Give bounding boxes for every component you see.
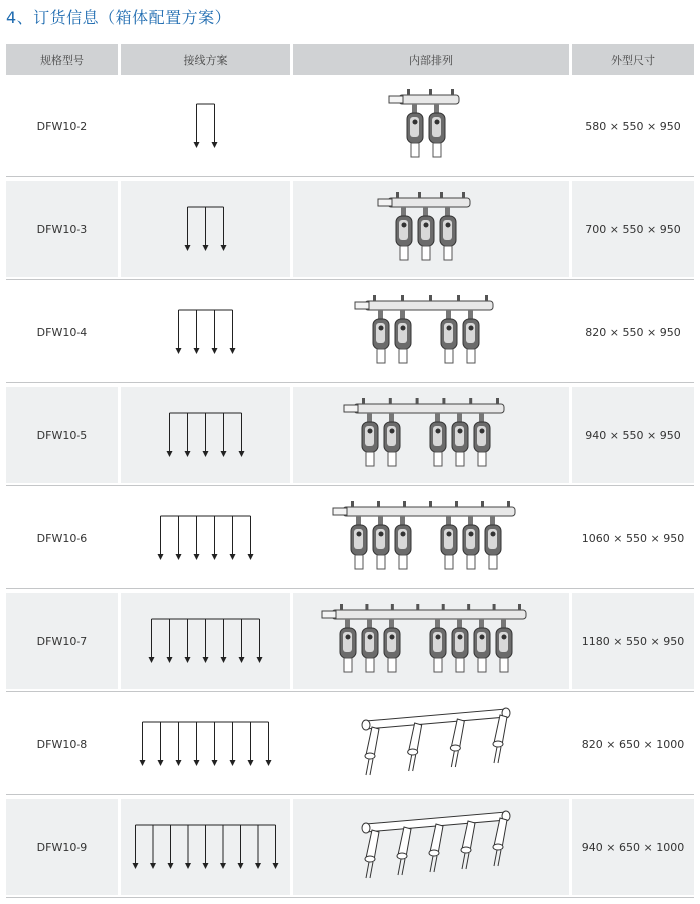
bus-bar [378,192,470,207]
cable-connector-unit [397,827,411,875]
wiring-outlet-arrow [239,413,245,457]
header-model: 规格型号 [6,44,118,75]
bus-bar [355,295,493,310]
cable-connector-unit [408,723,422,771]
row-divider [6,279,694,280]
table-row [6,696,694,792]
row-divider [6,176,694,177]
wiring-cell [121,593,290,689]
wiring-diagram [123,302,288,362]
wiring-outlet-arrow [176,722,182,766]
wiring-outlet-arrow [212,516,218,560]
wiring-outlet-arrow [221,207,227,251]
wiring-outlet-arrow [185,825,191,869]
dimensions-cell: 580 × 550 × 950 [585,119,681,133]
table-row [6,799,694,895]
wiring-diagram [123,199,288,259]
cable-connector-unit [441,310,457,363]
cable-connector-unit [452,413,468,466]
wiring-cell [121,696,290,792]
model-cell: DFW10-4 [36,325,88,339]
dimensions-cell: 700 × 550 × 950 [572,181,694,277]
wiring-outlet-arrow [176,310,182,354]
internal-layout-drawing [296,493,566,583]
model-cell: DFW10-7 [6,593,118,689]
wiring-outlet-arrow [220,825,226,869]
cable-connector-unit [429,104,445,157]
wiring-outlet-arrow [194,722,200,766]
wiring-outlet-arrow [230,516,236,560]
wiring-outlet-arrow [239,619,245,663]
wiring-outlet-arrow [203,619,209,663]
cable-connector-unit [441,516,457,569]
bus-bar [322,604,526,619]
wiring-outlet-arrow [140,722,146,766]
wiring-outlet-arrow [212,722,218,766]
wiring-outlet-arrow [149,619,155,663]
layout-cell [293,181,569,277]
wiring-outlet-arrow [185,207,191,251]
dimensions-cell: 940 × 550 × 950 [572,387,694,483]
wiring-outlet-arrow [194,516,200,560]
internal-layout-drawing [296,802,566,892]
cable-connector-unit [474,413,490,466]
internal-layout-drawing [296,390,566,480]
wiring-outlet-arrow [133,825,139,869]
table-row [6,490,694,586]
dimensions-cell: 820 × 550 × 950 [585,325,681,339]
dimensions-cell: 940 × 650 × 1000 [572,799,694,895]
header-layout: 内部排列 [293,44,569,75]
wiring-outlet-arrow [158,516,164,560]
cable-connector-unit [373,516,389,569]
cable-connector-unit [430,619,446,672]
section-title: 4、订货信息（箱体配置方案） [6,8,232,27]
wiring-outlet-arrow [203,207,209,251]
model-cell: DFW10-5 [6,387,118,483]
cable-connector-unit [429,824,443,872]
wiring-diagram [123,96,288,156]
order-info-table [6,44,694,854]
wiring-outlet-arrow [185,619,191,663]
wiring-outlet-arrow [248,516,254,560]
wiring-outlet-arrow [266,722,272,766]
wiring-outlet-arrow [230,722,236,766]
bus-bar [333,501,515,516]
row-divider [6,794,694,795]
cable-connector-unit [496,619,512,672]
cable-connector-unit [373,310,389,363]
wiring-outlet-arrow [230,310,236,354]
wiring-diagram [123,611,288,671]
table-header [6,44,694,75]
row-divider [6,485,694,486]
wiring-outlet-arrow [203,825,209,869]
cable-connector-unit [395,516,411,569]
table-row [6,78,694,174]
internal-layout-drawing [296,699,566,789]
cable-connector-unit [340,619,356,672]
model-cell: DFW10-6 [36,531,88,545]
dimensions-cell: 1060 × 550 × 950 [581,531,685,545]
internal-layout-drawing [296,184,566,274]
cable-connector-unit [463,310,479,363]
cable-connector-unit [384,619,400,672]
internal-layout-drawing [296,287,566,377]
wiring-outlet-arrow [167,413,173,457]
cable-connector-unit [485,516,501,569]
wiring-outlet-arrow [212,310,218,354]
dimensions-cell: 820 × 650 × 1000 [581,737,685,751]
bus-bar [344,398,504,413]
cable-connector-unit [474,619,490,672]
cable-connector-unit [365,830,379,878]
cable-connector-unit [362,619,378,672]
wiring-diagram [123,508,288,568]
wiring-outlet-arrow [194,310,200,354]
layout-cell [293,387,569,483]
cable-connector-unit [362,413,378,466]
table-row [6,284,694,380]
wiring-outlet-arrow [221,619,227,663]
wiring-cell [121,490,290,586]
header-wiring: 接线方案 [121,44,290,75]
wiring-outlet-arrow [255,825,261,869]
wiring-outlet-arrow [194,104,200,148]
cable-connector-unit [351,516,367,569]
row-divider [6,897,694,898]
cable-connector-unit [493,715,507,763]
wiring-outlet-arrow [168,825,174,869]
wiring-outlet-arrow [185,413,191,457]
dimensions-cell: 1180 × 550 × 950 [572,593,694,689]
cable-connector-unit [461,821,475,869]
table-row [6,593,694,689]
cable-connector-unit [452,619,468,672]
cable-connector-unit [396,207,412,260]
wiring-cell [121,181,290,277]
wiring-outlet-arrow [167,619,173,663]
bus-bar [362,708,510,730]
model-cell: DFW10-8 [36,737,88,751]
layout-cell [293,78,569,174]
wiring-outlet-arrow [176,516,182,560]
wiring-outlet-arrow [150,825,156,869]
wiring-outlet-arrow [257,619,263,663]
cable-connector-unit [463,516,479,569]
layout-cell [293,284,569,380]
layout-cell [293,490,569,586]
cable-connector-unit [430,413,446,466]
header-dimensions: 外型尺寸 [572,44,694,75]
model-cell: DFW10-2 [36,119,88,133]
cable-connector-unit [440,207,456,260]
layout-cell [293,799,569,895]
wiring-outlet-arrow [203,413,209,457]
layout-cell [293,696,569,792]
cable-connector-unit [493,818,507,866]
wiring-outlet-arrow [248,722,254,766]
wiring-cell [121,387,290,483]
layout-cell [293,593,569,689]
cable-connector-unit [450,719,464,767]
cable-connector-unit [407,104,423,157]
wiring-diagram [123,817,288,877]
bus-bar [389,89,459,104]
row-divider [6,382,694,383]
wiring-diagram [123,714,288,774]
wiring-cell [121,78,290,174]
wiring-cell [121,284,290,380]
wiring-outlet-arrow [212,104,218,148]
wiring-cell [121,799,290,895]
wiring-outlet-arrow [273,825,279,869]
model-cell: DFW10-3 [6,181,118,277]
cable-connector-unit [384,413,400,466]
wiring-outlet-arrow [158,722,164,766]
wiring-diagram [123,405,288,465]
internal-layout-drawing [296,81,566,171]
row-divider [6,691,694,692]
table-row [6,181,694,277]
cable-connector-unit [395,310,411,363]
row-divider [6,588,694,589]
table-row [6,387,694,483]
cable-connector-unit [365,727,379,775]
wiring-outlet-arrow [221,413,227,457]
cable-connector-unit [418,207,434,260]
wiring-outlet-arrow [238,825,244,869]
internal-layout-drawing [296,596,566,686]
model-cell: DFW10-9 [6,799,118,895]
